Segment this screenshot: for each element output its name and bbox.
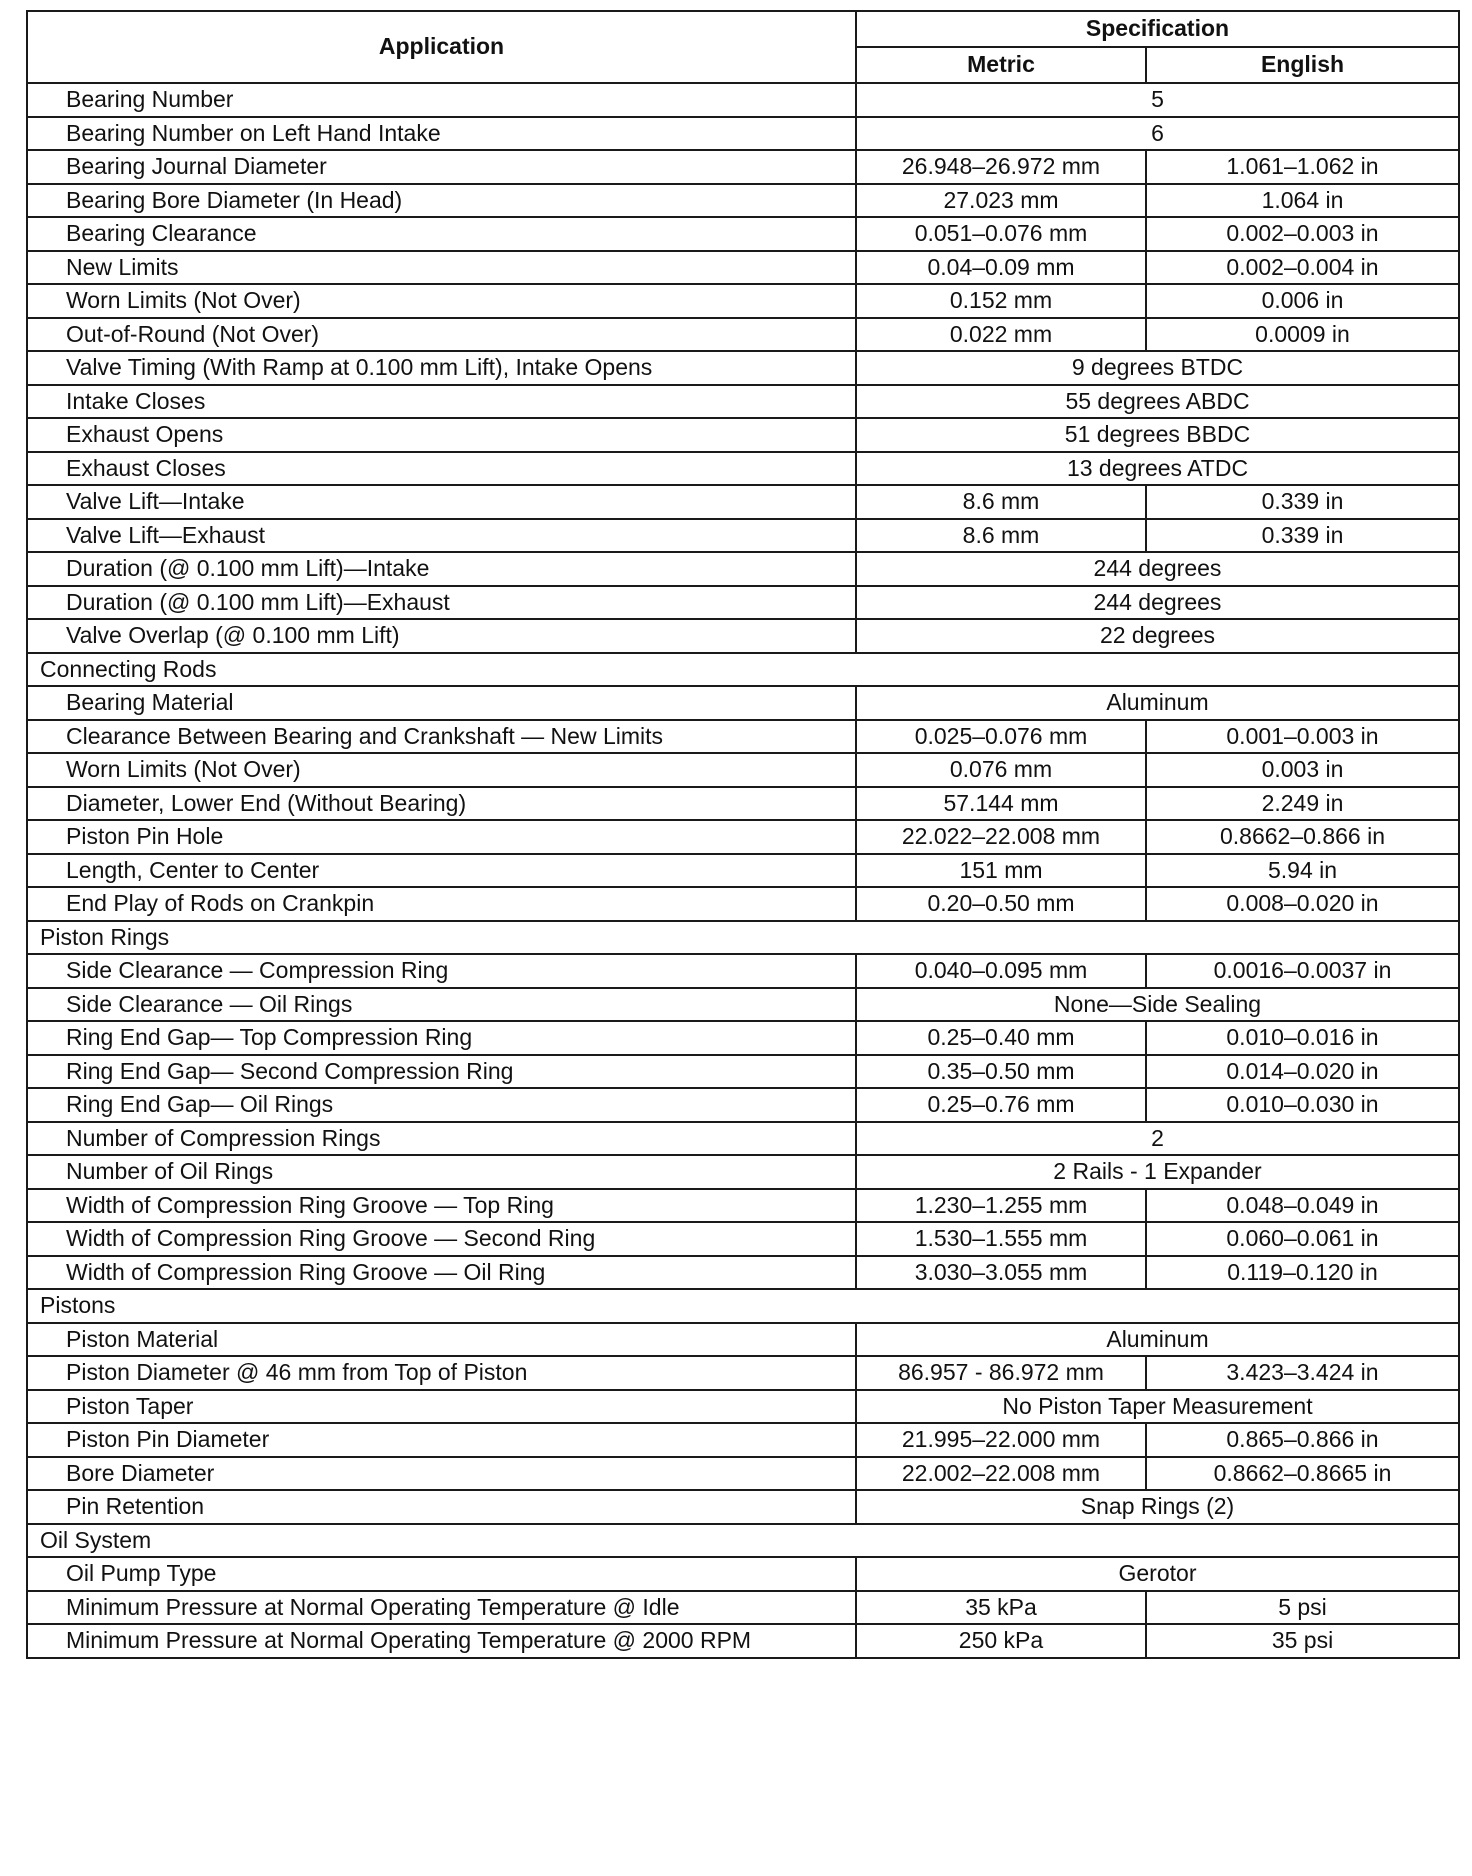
- section-title: Oil System: [27, 1524, 1459, 1558]
- table-row: [27, 1189, 1459, 1223]
- specification-value-cell: 2: [856, 1122, 1459, 1156]
- metric-value-cell: 151 mm: [856, 854, 1146, 888]
- table-row: [27, 988, 1459, 1022]
- table-row: [27, 117, 1459, 151]
- section-row: [27, 921, 1459, 955]
- table-row: [27, 1557, 1459, 1591]
- english-value-cell: 0.339 in: [1146, 485, 1459, 519]
- table-row: [27, 787, 1459, 821]
- table-row: [27, 720, 1459, 754]
- application-cell: New Limits: [27, 251, 856, 285]
- english-value-cell: 0.001–0.003 in: [1146, 720, 1459, 754]
- application-cell: Width of Compression Ring Groove — Second Ring: [27, 1222, 856, 1256]
- application-cell: Exhaust Opens: [27, 418, 856, 452]
- application-cell: Bearing Number on Left Hand Intake: [27, 117, 856, 151]
- table-row: [27, 1088, 1459, 1122]
- application-cell: Number of Oil Rings: [27, 1155, 856, 1189]
- english-value-cell: 0.010–0.016 in: [1146, 1021, 1459, 1055]
- application-cell: Piston Pin Diameter: [27, 1423, 856, 1457]
- specification-value-cell: 5: [856, 83, 1459, 117]
- english-value-cell: 0.014–0.020 in: [1146, 1055, 1459, 1089]
- table-row: [27, 1356, 1459, 1390]
- english-value-cell: 0.339 in: [1146, 519, 1459, 553]
- header-row: [27, 11, 1459, 47]
- application-cell: Worn Limits (Not Over): [27, 753, 856, 787]
- application-cell: Minimum Pressure at Normal Operating Temperature @ 2000 RPM: [27, 1624, 856, 1658]
- english-value-cell: 0.006 in: [1146, 284, 1459, 318]
- specification-value-cell: 51 degrees BBDC: [856, 418, 1459, 452]
- table-row: [27, 753, 1459, 787]
- english-value-cell: 1.061–1.062 in: [1146, 150, 1459, 184]
- metric-value-cell: 0.35–0.50 mm: [856, 1055, 1146, 1089]
- metric-value-cell: 22.002–22.008 mm: [856, 1457, 1146, 1491]
- english-value-cell: 0.865–0.866 in: [1146, 1423, 1459, 1457]
- metric-value-cell: 0.25–0.76 mm: [856, 1088, 1146, 1122]
- application-cell: Valve Lift—Exhaust: [27, 519, 856, 553]
- application-cell: Duration (@ 0.100 mm Lift)—Intake: [27, 552, 856, 586]
- application-cell: Side Clearance — Oil Rings: [27, 988, 856, 1022]
- metric-value-cell: 0.040–0.095 mm: [856, 954, 1146, 988]
- application-cell: Bearing Number: [27, 83, 856, 117]
- metric-value-cell: 8.6 mm: [856, 519, 1146, 553]
- metric-value-cell: 26.948–26.972 mm: [856, 150, 1146, 184]
- application-cell: Piston Pin Hole: [27, 820, 856, 854]
- application-cell: Bearing Clearance: [27, 217, 856, 251]
- table-row: [27, 519, 1459, 553]
- application-cell: Minimum Pressure at Normal Operating Temperature @ Idle: [27, 1591, 856, 1625]
- application-cell: Side Clearance — Compression Ring: [27, 954, 856, 988]
- application-cell: Duration (@ 0.100 mm Lift)—Exhaust: [27, 586, 856, 620]
- application-cell: Bearing Journal Diameter: [27, 150, 856, 184]
- metric-value-cell: 27.023 mm: [856, 184, 1146, 218]
- specification-value-cell: 13 degrees ATDC: [856, 452, 1459, 486]
- application-cell: Worn Limits (Not Over): [27, 284, 856, 318]
- table-row: [27, 1457, 1459, 1491]
- section-row: [27, 653, 1459, 687]
- application-cell: Valve Overlap (@ 0.100 mm Lift): [27, 619, 856, 653]
- application-cell: Oil Pump Type: [27, 1557, 856, 1591]
- specification-value-cell: 6: [856, 117, 1459, 151]
- application-cell: Ring End Gap— Second Compression Ring: [27, 1055, 856, 1089]
- metric-value-cell: 250 kPa: [856, 1624, 1146, 1658]
- metric-value-cell: 86.957 - 86.972 mm: [856, 1356, 1146, 1390]
- application-cell: Clearance Between Bearing and Crankshaft — New Limits: [27, 720, 856, 754]
- english-value-cell: 0.003 in: [1146, 753, 1459, 787]
- metric-value-cell: 0.152 mm: [856, 284, 1146, 318]
- application-cell: Out-of-Round (Not Over): [27, 318, 856, 352]
- section-title: Piston Rings: [27, 921, 1459, 955]
- specification-value-cell: Aluminum: [856, 1323, 1459, 1357]
- table-row: [27, 854, 1459, 888]
- specification-value-cell: Snap Rings (2): [856, 1490, 1459, 1524]
- application-cell: Diameter, Lower End (Without Bearing): [27, 787, 856, 821]
- metric-value-cell: 0.076 mm: [856, 753, 1146, 787]
- application-header: Application: [27, 11, 856, 83]
- table-row: [27, 1256, 1459, 1290]
- table-row: [27, 686, 1459, 720]
- table-row: [27, 619, 1459, 653]
- specification-value-cell: No Piston Taper Measurement: [856, 1390, 1459, 1424]
- specification-value-cell: 9 degrees BTDC: [856, 351, 1459, 385]
- application-cell: Bearing Material: [27, 686, 856, 720]
- application-cell: Piston Taper: [27, 1390, 856, 1424]
- english-value-cell: 0.119–0.120 in: [1146, 1256, 1459, 1290]
- metric-value-cell: 57.144 mm: [856, 787, 1146, 821]
- metric-value-cell: 0.022 mm: [856, 318, 1146, 352]
- application-cell: Ring End Gap— Top Compression Ring: [27, 1021, 856, 1055]
- application-cell: Intake Closes: [27, 385, 856, 419]
- section-row: [27, 1524, 1459, 1558]
- english-value-cell: 0.0009 in: [1146, 318, 1459, 352]
- table-row: [27, 452, 1459, 486]
- english-header: English: [1146, 47, 1459, 83]
- application-cell: Valve Timing (With Ramp at 0.100 mm Lift), Intake Opens: [27, 351, 856, 385]
- metric-value-cell: 0.025–0.076 mm: [856, 720, 1146, 754]
- application-cell: Ring End Gap— Oil Rings: [27, 1088, 856, 1122]
- table-row: [27, 1055, 1459, 1089]
- table-row: [27, 1122, 1459, 1156]
- metric-value-cell: 0.04–0.09 mm: [856, 251, 1146, 285]
- application-cell: Width of Compression Ring Groove — Oil Ring: [27, 1256, 856, 1290]
- table-row: [27, 385, 1459, 419]
- table-row: [27, 251, 1459, 285]
- table-row: [27, 887, 1459, 921]
- metric-value-cell: 1.530–1.555 mm: [856, 1222, 1146, 1256]
- table-row: [27, 586, 1459, 620]
- table-row: [27, 150, 1459, 184]
- english-value-cell: 0.002–0.004 in: [1146, 251, 1459, 285]
- application-cell: Piston Diameter @ 46 mm from Top of Piston: [27, 1356, 856, 1390]
- section-title: Pistons: [27, 1289, 1459, 1323]
- application-cell: Piston Material: [27, 1323, 856, 1357]
- application-cell: Bore Diameter: [27, 1457, 856, 1491]
- application-cell: Width of Compression Ring Groove — Top Ring: [27, 1189, 856, 1223]
- specification-table: [26, 10, 1460, 1659]
- specification-body: [27, 83, 1459, 1658]
- english-value-cell: 0.8662–0.8665 in: [1146, 1457, 1459, 1491]
- metric-value-cell: 0.20–0.50 mm: [856, 887, 1146, 921]
- table-row: [27, 83, 1459, 117]
- application-cell: End Play of Rods on Crankpin: [27, 887, 856, 921]
- table-row: [27, 552, 1459, 586]
- metric-value-cell: 3.030–3.055 mm: [856, 1256, 1146, 1290]
- table-row: [27, 184, 1459, 218]
- metric-value-cell: 22.022–22.008 mm: [856, 820, 1146, 854]
- table-row: [27, 318, 1459, 352]
- table-row: [27, 418, 1459, 452]
- specification-value-cell: 2 Rails - 1 Expander: [856, 1155, 1459, 1189]
- section-row: [27, 1289, 1459, 1323]
- english-value-cell: 1.064 in: [1146, 184, 1459, 218]
- english-value-cell: 35 psi: [1146, 1624, 1459, 1658]
- metric-value-cell: 8.6 mm: [856, 485, 1146, 519]
- table-row: [27, 217, 1459, 251]
- metric-header: Metric: [856, 47, 1146, 83]
- application-cell: Number of Compression Rings: [27, 1122, 856, 1156]
- english-value-cell: 3.423–3.424 in: [1146, 1356, 1459, 1390]
- table-row: [27, 1390, 1459, 1424]
- table-row: [27, 820, 1459, 854]
- table-row: [27, 485, 1459, 519]
- english-value-cell: 5 psi: [1146, 1591, 1459, 1625]
- metric-value-cell: 0.25–0.40 mm: [856, 1021, 1146, 1055]
- section-title: Connecting Rods: [27, 653, 1459, 687]
- specification-value-cell: 244 degrees: [856, 586, 1459, 620]
- table-row: [27, 284, 1459, 318]
- metric-value-cell: 35 kPa: [856, 1591, 1146, 1625]
- english-value-cell: 0.048–0.049 in: [1146, 1189, 1459, 1223]
- english-value-cell: 0.010–0.030 in: [1146, 1088, 1459, 1122]
- english-value-cell: 0.0016–0.0037 in: [1146, 954, 1459, 988]
- table-row: [27, 1490, 1459, 1524]
- table-row: [27, 1624, 1459, 1658]
- metric-value-cell: 0.051–0.076 mm: [856, 217, 1146, 251]
- application-cell: Length, Center to Center: [27, 854, 856, 888]
- metric-value-cell: 21.995–22.000 mm: [856, 1423, 1146, 1457]
- english-value-cell: 0.008–0.020 in: [1146, 887, 1459, 921]
- table-row: [27, 351, 1459, 385]
- english-value-cell: 0.002–0.003 in: [1146, 217, 1459, 251]
- table-row: [27, 1155, 1459, 1189]
- specification-value-cell: None—Side Sealing: [856, 988, 1459, 1022]
- specification-value-cell: 22 degrees: [856, 619, 1459, 653]
- specification-value-cell: 55 degrees ABDC: [856, 385, 1459, 419]
- application-cell: Valve Lift—Intake: [27, 485, 856, 519]
- table-row: [27, 1323, 1459, 1357]
- table-row: [27, 1591, 1459, 1625]
- table-row: [27, 1423, 1459, 1457]
- table-row: [27, 1222, 1459, 1256]
- table-row: [27, 1021, 1459, 1055]
- specification-header: Specification: [856, 11, 1459, 47]
- specification-value-cell: Gerotor: [856, 1557, 1459, 1591]
- application-cell: Bearing Bore Diameter (In Head): [27, 184, 856, 218]
- english-value-cell: 0.060–0.061 in: [1146, 1222, 1459, 1256]
- english-value-cell: 5.94 in: [1146, 854, 1459, 888]
- specification-value-cell: Aluminum: [856, 686, 1459, 720]
- english-value-cell: 2.249 in: [1146, 787, 1459, 821]
- english-value-cell: 0.8662–0.866 in: [1146, 820, 1459, 854]
- metric-value-cell: 1.230–1.255 mm: [856, 1189, 1146, 1223]
- specification-value-cell: 244 degrees: [856, 552, 1459, 586]
- application-cell: Exhaust Closes: [27, 452, 856, 486]
- application-cell: Pin Retention: [27, 1490, 856, 1524]
- table-row: [27, 954, 1459, 988]
